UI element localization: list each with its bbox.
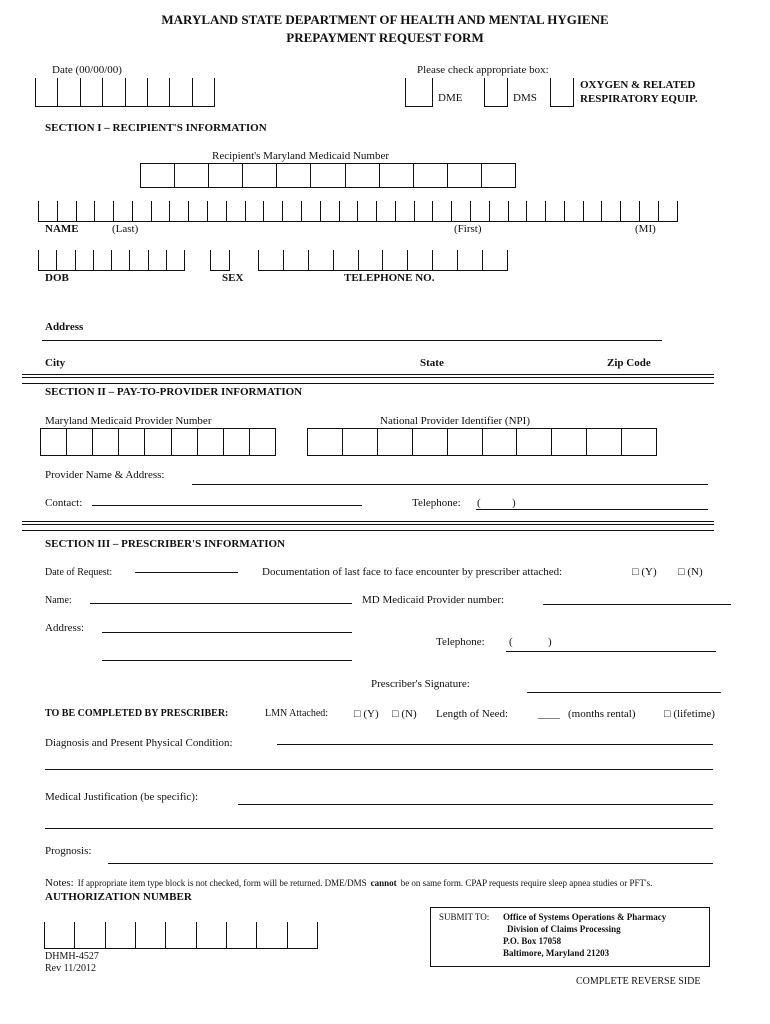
submit-line2: Division of Claims Processing	[507, 924, 621, 934]
notes-text-a: If appropriate item type block is not checked, form will be returned. DME/DMS	[77, 878, 367, 888]
complete-reverse-side: COMPLETE REVERSE SIDE	[576, 976, 701, 987]
documentation-no-checkbox[interactable]: □ (N)	[678, 566, 703, 578]
lifetime-checkbox[interactable]: □ (lifetime)	[664, 708, 715, 720]
date-request-label: Date of Request:	[45, 567, 113, 578]
submit-line3: P.O. Box 17058	[503, 936, 562, 946]
npi-input[interactable]	[307, 428, 657, 456]
notes-bold: cannot	[370, 878, 397, 888]
zip-label: Zip Code	[607, 357, 651, 369]
date-request-input[interactable]	[135, 572, 238, 573]
provider-telephone-label: Telephone:	[412, 497, 461, 509]
state-label: State	[420, 357, 444, 369]
dms-label: DMS	[513, 92, 537, 104]
section-divider	[22, 521, 714, 531]
first-label: (First)	[454, 223, 482, 235]
sex-label: SEX	[222, 272, 244, 284]
signature-label: Prescriber's Signature:	[371, 678, 470, 690]
lmn-no-checkbox[interactable]: □ (N)	[392, 708, 417, 720]
prescriber-name-label: Name:	[45, 595, 72, 606]
authorization-heading: AUTHORIZATION NUMBER	[45, 891, 192, 903]
section2-heading: SECTION II – PAY-TO-PROVIDER INFORMATION	[45, 386, 303, 398]
provider-number-label: Maryland Medicaid Provider Number	[45, 415, 212, 427]
submit-line1: Office of Systems Operations & Pharmacy	[503, 912, 667, 922]
prescriber-tel-close: )	[548, 636, 552, 648]
mi-label: (MI)	[635, 223, 656, 235]
last-label: (Last)	[112, 223, 139, 235]
check-box-label: Please check appropriate box:	[417, 64, 549, 76]
notes-text-b: be on same form. CPAP requests require sleep apnea studies or PFT's.	[400, 878, 653, 888]
address-input[interactable]	[42, 340, 662, 341]
dms-checkbox[interactable]	[484, 78, 508, 107]
provider-tel-close: )	[512, 497, 516, 509]
justification-input[interactable]	[238, 804, 713, 805]
dme-label: DME	[438, 92, 463, 104]
diagnosis-input[interactable]	[277, 744, 713, 745]
md-number-label: MD Medicaid Provider number:	[362, 594, 505, 606]
prescriber-telephone-label: Telephone:	[436, 636, 485, 648]
length-need-input[interactable]: ____	[538, 708, 560, 720]
provider-name-address-label: Provider Name & Address:	[45, 469, 165, 481]
form-subtitle: PREPAYMENT REQUEST FORM	[286, 30, 484, 45]
city-label: City	[45, 357, 66, 369]
section1-heading: SECTION I – RECIPIENT'S INFORMATION	[45, 122, 267, 134]
prognosis-label: Prognosis:	[45, 845, 92, 857]
provider-tel-open: (	[477, 497, 481, 509]
prescriber-telephone-input[interactable]	[506, 651, 716, 652]
provider-name-address-input[interactable]	[192, 484, 708, 485]
dme-checkbox[interactable]	[405, 78, 433, 107]
to-be-completed-label: TO BE COMPLETED BY PRESCRIBER:	[45, 708, 229, 719]
notes	[45, 873, 652, 891]
dob-label: DOB	[45, 272, 69, 284]
documentation-yes-checkbox[interactable]: □ (Y)	[632, 566, 657, 578]
recipient-medicaid-label: Recipient's Maryland Medicaid Number	[212, 150, 390, 162]
provider-telephone-input[interactable]	[476, 509, 708, 510]
recipient-name-input[interactable]	[38, 201, 678, 222]
name-label: NAME	[45, 223, 79, 235]
diagnosis-input-2[interactable]	[45, 769, 713, 770]
date-input[interactable]	[35, 78, 215, 107]
prescriber-address-input-2[interactable]	[102, 660, 352, 661]
section-divider	[22, 374, 714, 384]
date-label: Date (00/00/00)	[52, 64, 122, 76]
recipient-medicaid-input[interactable]	[140, 163, 516, 188]
notes-label: Notes:	[45, 877, 74, 889]
prognosis-input[interactable]	[108, 863, 713, 864]
section3-heading: SECTION III – PRESCRIBER'S INFORMATION	[45, 538, 286, 550]
prescriber-address-input[interactable]	[102, 632, 352, 633]
documentation-label: Documentation of last face to face encounter by prescriber attached:	[262, 566, 563, 578]
lmn-label: LMN Attached:	[265, 708, 329, 719]
dob-input[interactable]	[38, 250, 185, 271]
lmn-yes-checkbox[interactable]: □ (Y)	[354, 708, 379, 720]
authorization-number-input[interactable]	[44, 922, 318, 949]
submit-to-box	[430, 907, 710, 967]
prescriber-tel-open: (	[509, 636, 513, 648]
telephone-label: TELEPHONE NO.	[344, 272, 435, 284]
address-label: Address	[45, 321, 84, 333]
contact-input[interactable]	[92, 505, 362, 506]
length-need-label: Length of Need:	[436, 708, 509, 720]
oxygen-label-line2: RESPIRATORY EQUIP.	[580, 93, 698, 105]
diagnosis-label: Diagnosis and Present Physical Condition:	[45, 737, 233, 749]
form-title: MARYLAND STATE DEPARTMENT OF HEALTH AND MENTAL HYGIENE	[161, 12, 609, 27]
form-id: DHMH-4527	[45, 951, 99, 962]
justification-label: Medical Justification (be specific):	[45, 791, 199, 803]
prescriber-name-input[interactable]	[90, 603, 352, 604]
sex-input[interactable]	[210, 250, 230, 271]
provider-number-input[interactable]	[40, 428, 276, 456]
oxygen-checkbox[interactable]	[550, 78, 574, 107]
submit-line4: Baltimore, Maryland 21203	[503, 948, 610, 958]
recipient-telephone-input[interactable]	[258, 250, 508, 271]
justification-input-2[interactable]	[45, 828, 713, 829]
months-rental-label: (months rental)	[568, 708, 636, 720]
submit-to-label: SUBMIT TO:	[439, 912, 490, 922]
form-rev: Rev 11/2012	[45, 963, 97, 974]
contact-label: Contact:	[45, 497, 83, 509]
signature-input[interactable]	[527, 692, 721, 693]
oxygen-label-line1: OXYGEN & RELATED	[580, 79, 696, 91]
md-number-input[interactable]	[543, 604, 731, 605]
prescriber-address-label: Address:	[45, 622, 85, 634]
npi-label: National Provider Identifier (NPI)	[380, 415, 530, 427]
